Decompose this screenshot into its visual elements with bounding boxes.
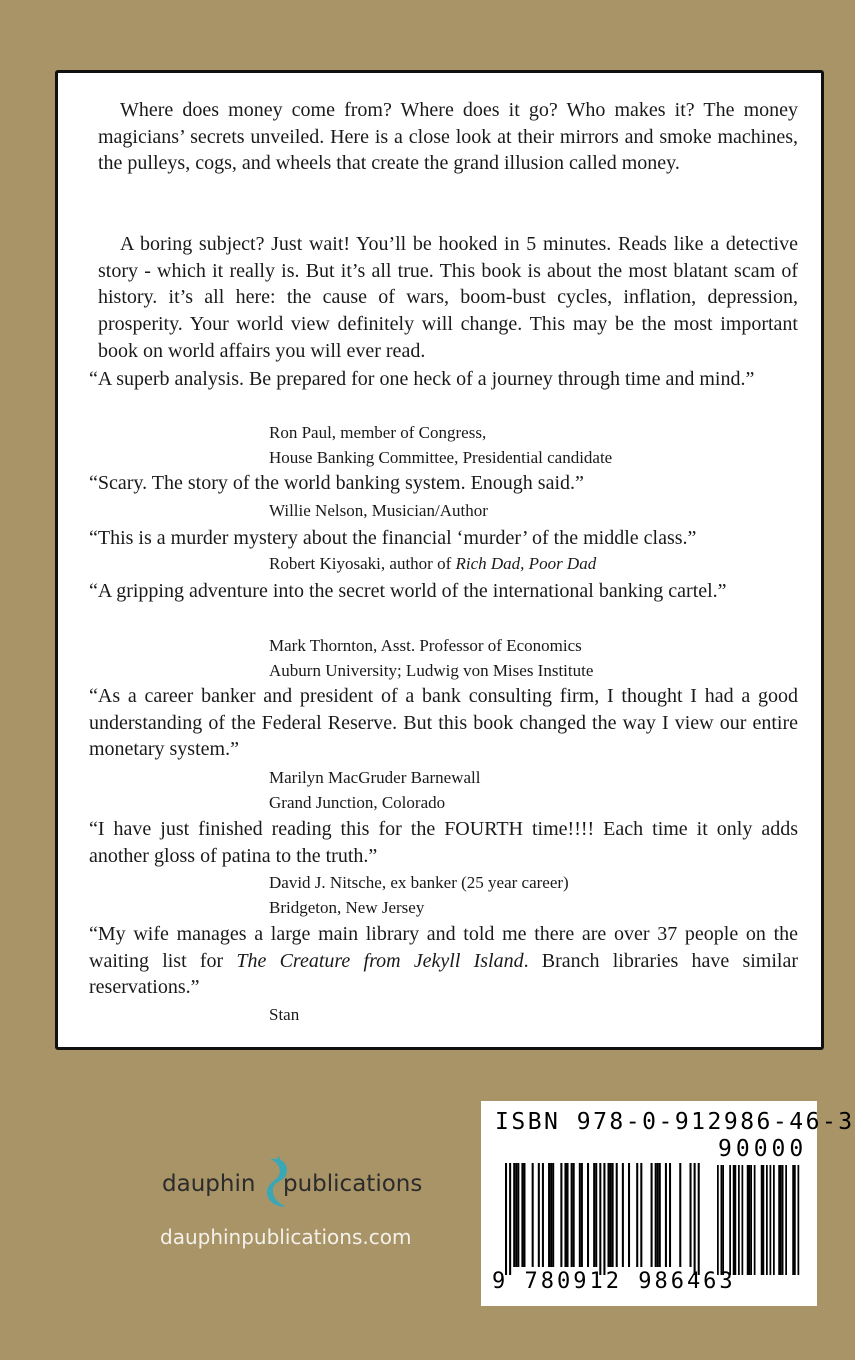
barcode-bar xyxy=(593,1163,595,1267)
addon-digits: 90000 xyxy=(718,1136,808,1162)
back-cover-text-panel xyxy=(55,70,824,1050)
intro-paragraph-2: A boring subject? Just wait! You’ll be hooked in 5 minutes. Reads like a detective story - which it really is. But it’s all true. This book is about the most blatant scam of history. it’s all here: the cause of wars, boom-bust cycles, inflation, depression, prosperity. Your world view definitely will change. This may be the most important book on world affairs you will ever read. xyxy=(98,233,798,362)
addon-bar xyxy=(798,1165,800,1275)
endorsement-quote-robert-kiyosaki: “This is a murder mystery about the financial ‘murder’ of the middle class.” xyxy=(89,527,697,549)
barcode-bar xyxy=(665,1163,667,1267)
barcode-bar xyxy=(573,1163,575,1267)
endorsement-attribution: Grand Junction, Colorado xyxy=(269,793,446,812)
logo-word-dauphin: dauphin xyxy=(162,1171,256,1197)
addon-bar xyxy=(794,1165,796,1275)
barcode-bar xyxy=(571,1163,573,1267)
endorsement-quote-marilyn-barnewall: “As a career banker and president of a bank consulting firm, I thought I had a good understanding of the Federal Reserve. But this book changed the way I view our entire monetary system.” xyxy=(89,685,798,761)
barcode-bar xyxy=(690,1163,692,1267)
addon-bar xyxy=(747,1165,749,1275)
addon-bar xyxy=(773,1165,775,1275)
barcode-bar xyxy=(616,1163,618,1267)
barcode-bar xyxy=(608,1163,610,1267)
barcode-bar xyxy=(567,1163,569,1267)
addon-bar xyxy=(749,1165,751,1275)
endorsement-attribution: Bridgeton, New Jersey xyxy=(269,898,425,917)
barcode-bar xyxy=(542,1163,544,1267)
endorsement-attribution: House Banking Committee, Presidential candidate xyxy=(269,448,613,467)
barcode-bar xyxy=(515,1163,517,1267)
logo-word-publications: publications xyxy=(283,1171,423,1197)
barcode-bar xyxy=(622,1163,624,1267)
ean-digits: 9 780912 986463 xyxy=(492,1269,736,1294)
barcode-bar xyxy=(548,1163,550,1267)
barcode-bar xyxy=(640,1163,642,1267)
endorsement-attribution: Robert Kiyosaki, author of Rich Dad, Poor Dad xyxy=(269,554,597,573)
barcode-bar xyxy=(679,1163,681,1267)
barcode-bar xyxy=(659,1163,661,1267)
barcode-bar xyxy=(505,1163,507,1275)
endorsement-quote-david-nitsche: “I have just finished reading this for the FOURTH time!!!! Each time it only adds another gloss of patina to the truth.” xyxy=(89,818,798,867)
barcode-bar xyxy=(513,1163,515,1267)
barcode-bar xyxy=(587,1163,589,1267)
endorsement-attribution: Auburn University; Ludwig von Mises Institute xyxy=(269,661,594,680)
addon-bar xyxy=(754,1165,756,1275)
endorsement-attribution: Willie Nelson, Musician/Author xyxy=(269,501,488,520)
barcode-bar xyxy=(698,1163,700,1275)
endorsement-attribution: David J. Nitsche, ex banker (25 year career) xyxy=(269,873,569,892)
barcode-bar xyxy=(655,1163,657,1267)
barcode-bar xyxy=(538,1163,540,1267)
addon-bar xyxy=(750,1165,752,1275)
endorsement-quote-ron-paul: “A superb analysis. Be prepared for one heck of a journey through time and mind.” xyxy=(89,368,755,390)
barcode-bar xyxy=(564,1163,566,1267)
addon-bar xyxy=(729,1165,731,1275)
barcode-bar xyxy=(610,1163,612,1267)
addon-bar xyxy=(717,1165,719,1275)
barcode-bar xyxy=(532,1163,534,1267)
barcode-bar xyxy=(579,1163,581,1267)
addon-bar xyxy=(721,1165,723,1275)
intro-paragraph-1: Where does money come from? Where does it go? Who makes it? The money magicians’ secrets unveiled. Here is a close look at their mirrors and smoke machines, the pulleys, cogs, and wheels that create the grand illusion called money. xyxy=(98,99,798,175)
barcode-bar xyxy=(603,1163,605,1275)
publisher-website: dauphinpublications.com xyxy=(160,1225,412,1249)
barcode-bar xyxy=(657,1163,659,1267)
addon-bar xyxy=(770,1165,772,1275)
endorsement-attribution: Ron Paul, member of Congress, xyxy=(269,423,487,442)
barcode-bar xyxy=(581,1163,583,1267)
addon-bar xyxy=(778,1165,780,1275)
addon-bar xyxy=(738,1165,740,1275)
barcode-bar xyxy=(509,1163,511,1275)
barcode-bar xyxy=(628,1163,630,1267)
addon-bar xyxy=(735,1165,737,1275)
addon-bar xyxy=(763,1165,765,1275)
barcode-bar xyxy=(595,1163,597,1267)
barcode-bar xyxy=(599,1163,601,1275)
barcode-bar xyxy=(560,1163,562,1267)
barcode-bar xyxy=(550,1163,552,1267)
addon-bar xyxy=(785,1165,787,1275)
isbn-barcode xyxy=(481,1101,855,1306)
barcode-bar xyxy=(612,1163,614,1267)
addon-bar xyxy=(761,1165,763,1275)
addon-bar xyxy=(766,1165,768,1275)
addon-bar xyxy=(792,1165,794,1275)
endorsement-attribution: Marilyn MacGruder Barnewall xyxy=(269,768,481,787)
addon-bar xyxy=(733,1165,735,1275)
isbn-label: ISBN 978-0-912986-46-3 xyxy=(495,1109,855,1135)
endorsement-quote-mark-thornton: “A gripping adventure into the secret world of the international banking cartel.” xyxy=(89,580,727,602)
barcode-bar xyxy=(552,1163,554,1267)
addon-bar xyxy=(780,1165,782,1275)
endorsement-attribution: Stan xyxy=(269,1005,300,1024)
addon-bar xyxy=(742,1165,744,1275)
barcode-bar xyxy=(523,1163,525,1267)
barcode-bar xyxy=(636,1163,638,1267)
addon-bar xyxy=(722,1165,724,1275)
endorsement-quote-willie-nelson: “Scary. The story of the world banking system. Enough said.” xyxy=(89,472,584,494)
endorsement-attribution: Mark Thornton, Asst. Professor of Economics xyxy=(269,636,582,655)
barcode-bar xyxy=(669,1163,671,1267)
barcode-bar xyxy=(517,1163,519,1267)
addon-bar xyxy=(782,1165,784,1275)
endorsement-quote-stan: “My wife manages a large main library and told me there are over 37 people on the waiting list for The Creature from Jekyll Island. Branch libraries have similar reservations.” xyxy=(89,923,798,999)
barcode-bar xyxy=(694,1163,696,1275)
barcode-bar xyxy=(521,1163,523,1267)
barcode-bar xyxy=(651,1163,653,1267)
